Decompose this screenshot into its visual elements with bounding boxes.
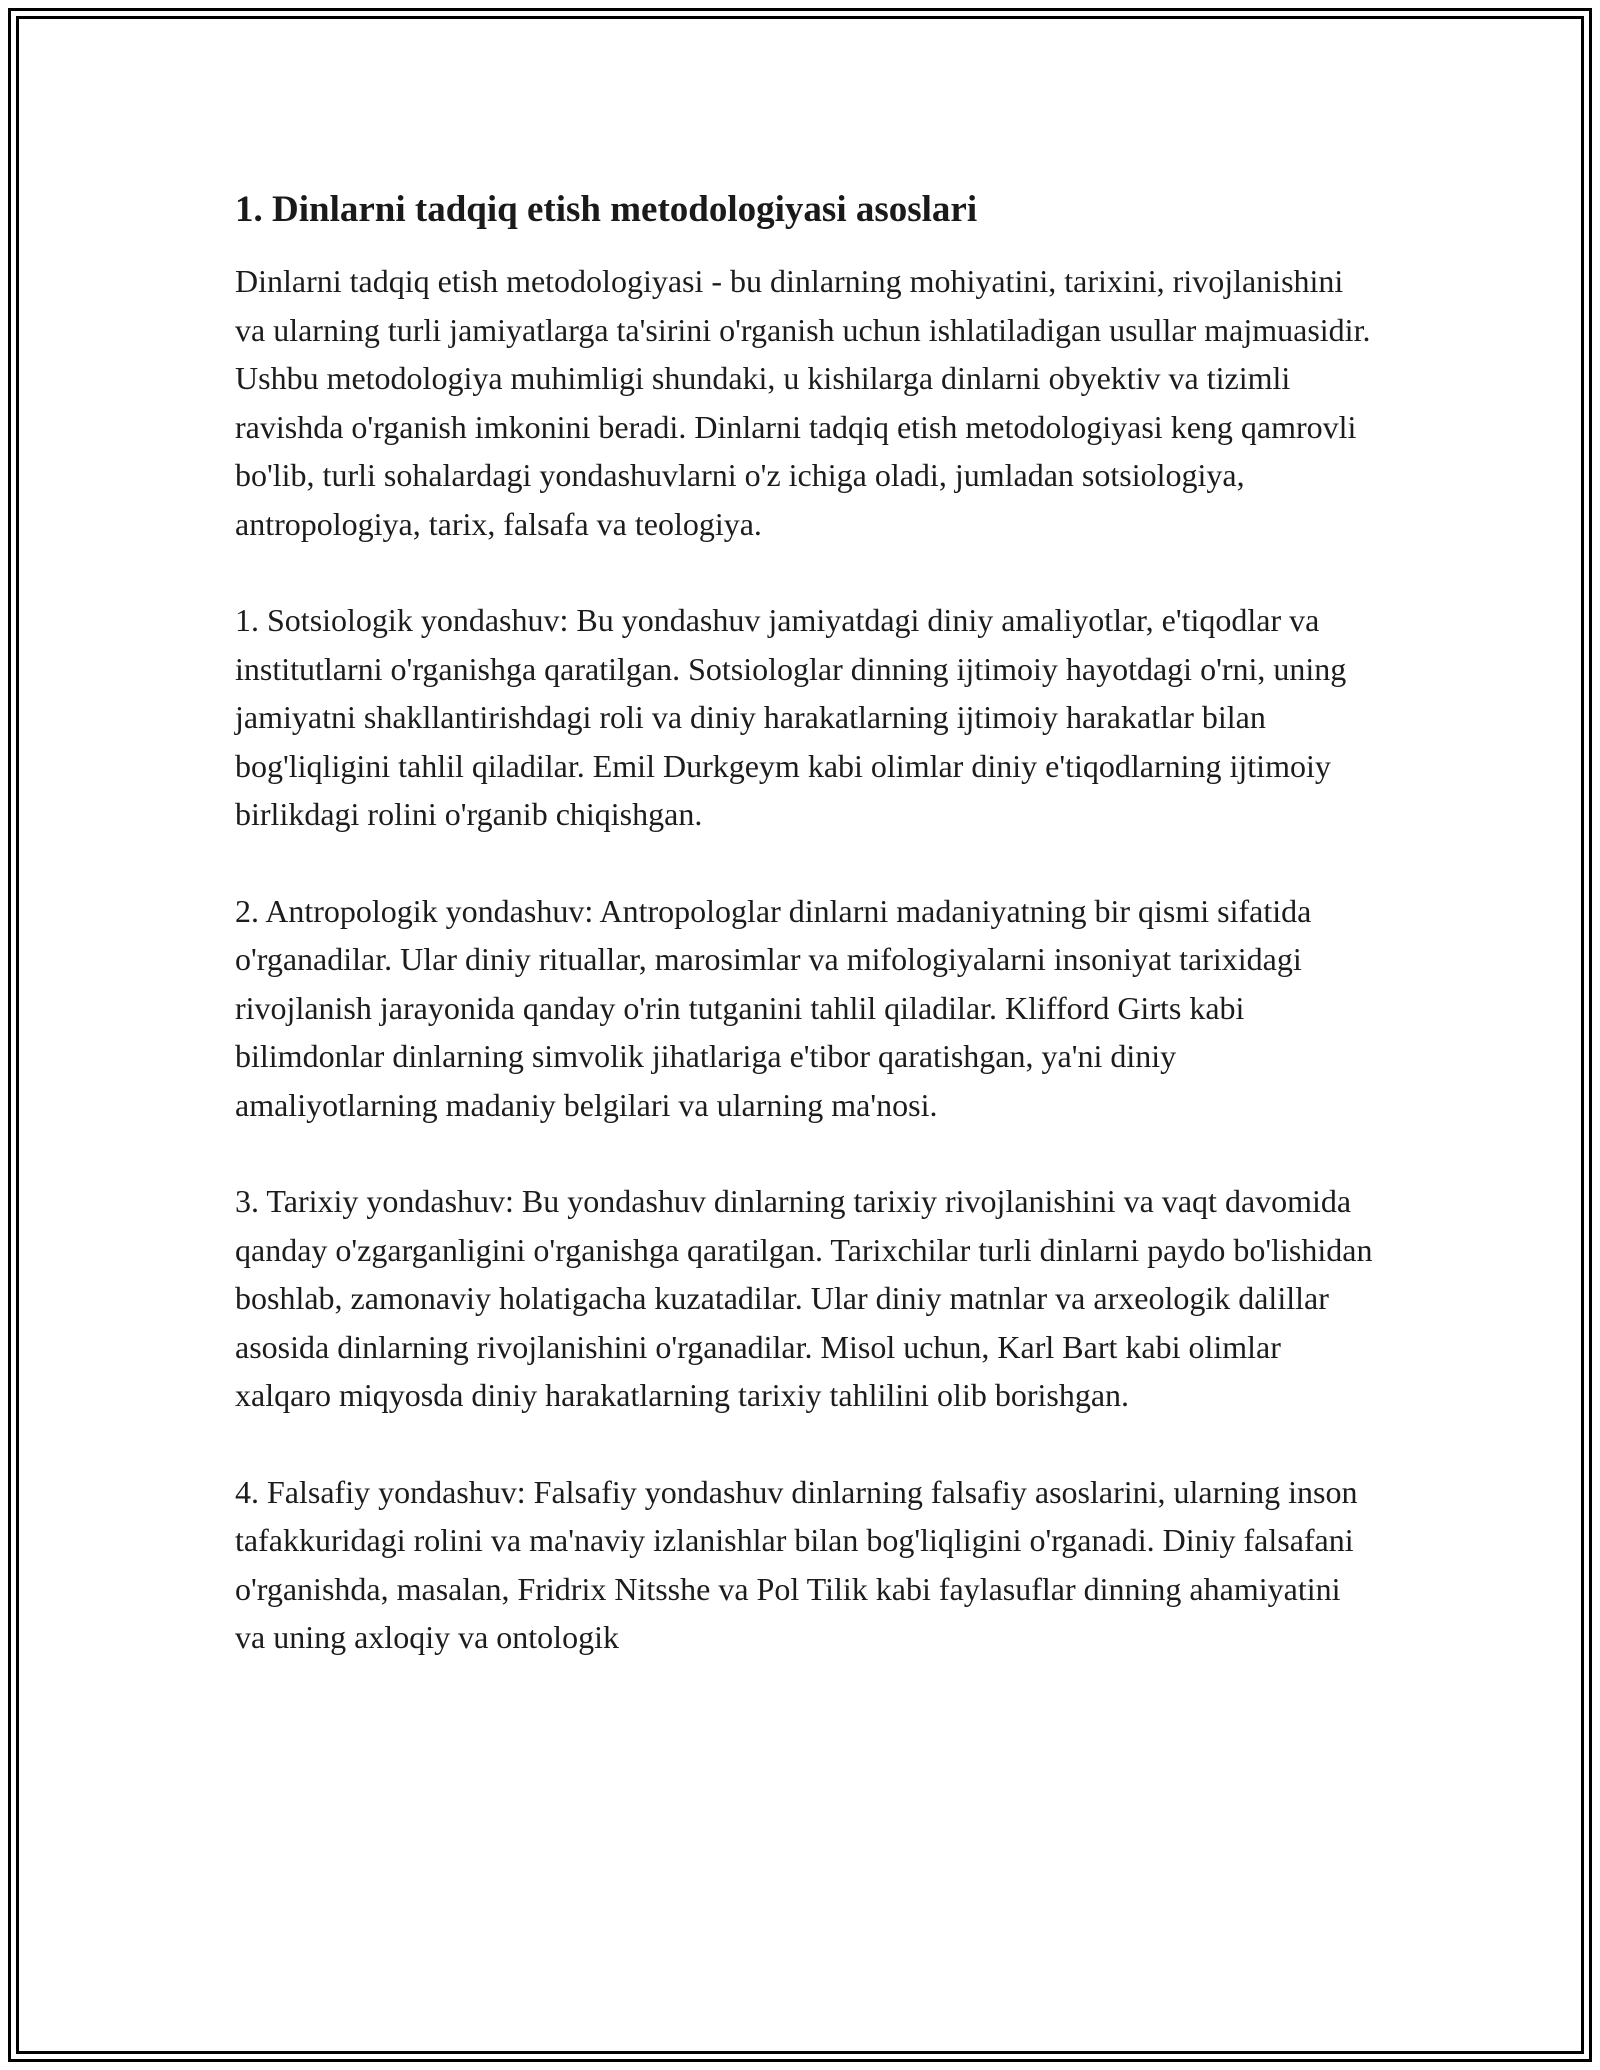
sociological-approach-paragraph: 1. Sotsiologik yondashuv: Bu yondashuv jamiyatdagi diniy amaliyotlar, e'tiqodlar va institutlarni o'rganishga qaratilgan. Sotsiologlar dinning ijtimoiy hayotdagi o'rni, uning jamiyatni shakllantirishdagi roli va diniy harakatlarning ijtimoiy harakatlar bilan bog'liqligini tahlil qiladilar. Emil Durkgeym kabi olimlar diniy e'tiqodlarning ijtimoiy birlikdagi rolini o'rganib chiqishgan.	[235, 602, 1347, 832]
document-body	[235, 185, 1375, 1662]
historical-approach-paragraph: 3. Tarixiy yondashuv: Bu yondashuv dinlarning tarixiy rivojlanishini va vaqt davomida qanday o'zgarganligini o'rganishga qaratilgan. Tarixchilar turli dinlarni paydo bo'lishidan boshlab, zamonaviy holatigacha kuzatadilar. Ular diniy matnlar va arxeologik dalillar asosida dinlarning rivojlanishini o'rganadilar. Misol uchun, Karl Bart kabi olimlar xalqaro miqyosda diniy harakatlarning tarixiy tahlilini olib borishgan.	[235, 1183, 1373, 1413]
section-heading: 1. Dinlarni tadqiq etish metodologiyasi asoslari	[235, 189, 978, 230]
philosophical-approach-paragraph: 4. Falsafiy yondashuv: Falsafiy yondashuv dinlarning falsafiy asoslarini, ularning inson tafakkuridagi rolini va ma'naviy izlanishlar bilan bog'liqligini o'rganadi. Diniy falsafani o'rganishda, masalan, Fridrix Nitsshe va Pol Tilik kabi faylasuflar dinning ahamiyatini va uning axloqiy va ontologik	[235, 1473, 1358, 1655]
anthropological-approach-paragraph: 2. Antropologik yondashuv: Antropologlar dinlarni madaniyatning bir qismi sifatida o'rganadilar. Ular diniy rituallar, marosimlar va mifologiyalarni insoniyat tarixidagi rivojlanish jarayonida qanday o'rin tutganini tahlil qiladilar. Klifford Girts kabi bilimdonlar dinlarning simvolik jihatlariga e'tibor qaratishgan, ya'ni diniy amaliyotlarning madaniy belgilari va ularning ma'nosi.	[235, 892, 1312, 1123]
intro-paragraph: Dinlarni tadqiq etish metodologiyasi - bu dinlarning mohiyatini, tarixini, rivojlanishini va ularning turli jamiyatlarga ta'sirini o'rganish uchun ishlatiladigan usullar majmuasidir. Ushbu metodologiya muhimligi shundaki, u kishilarga dinlarni obyektiv va tizimli ravishda o'rganish imkonini beradi. Dinlarni tadqiq etish metodologiyasi keng qamrovli bo'lib, turli sohalardagi yondashuvlarni o'z ichiga oladi, jumladan sotsiologiya, antropologiya, tarix, falsafa va teologiya.	[235, 263, 1371, 542]
